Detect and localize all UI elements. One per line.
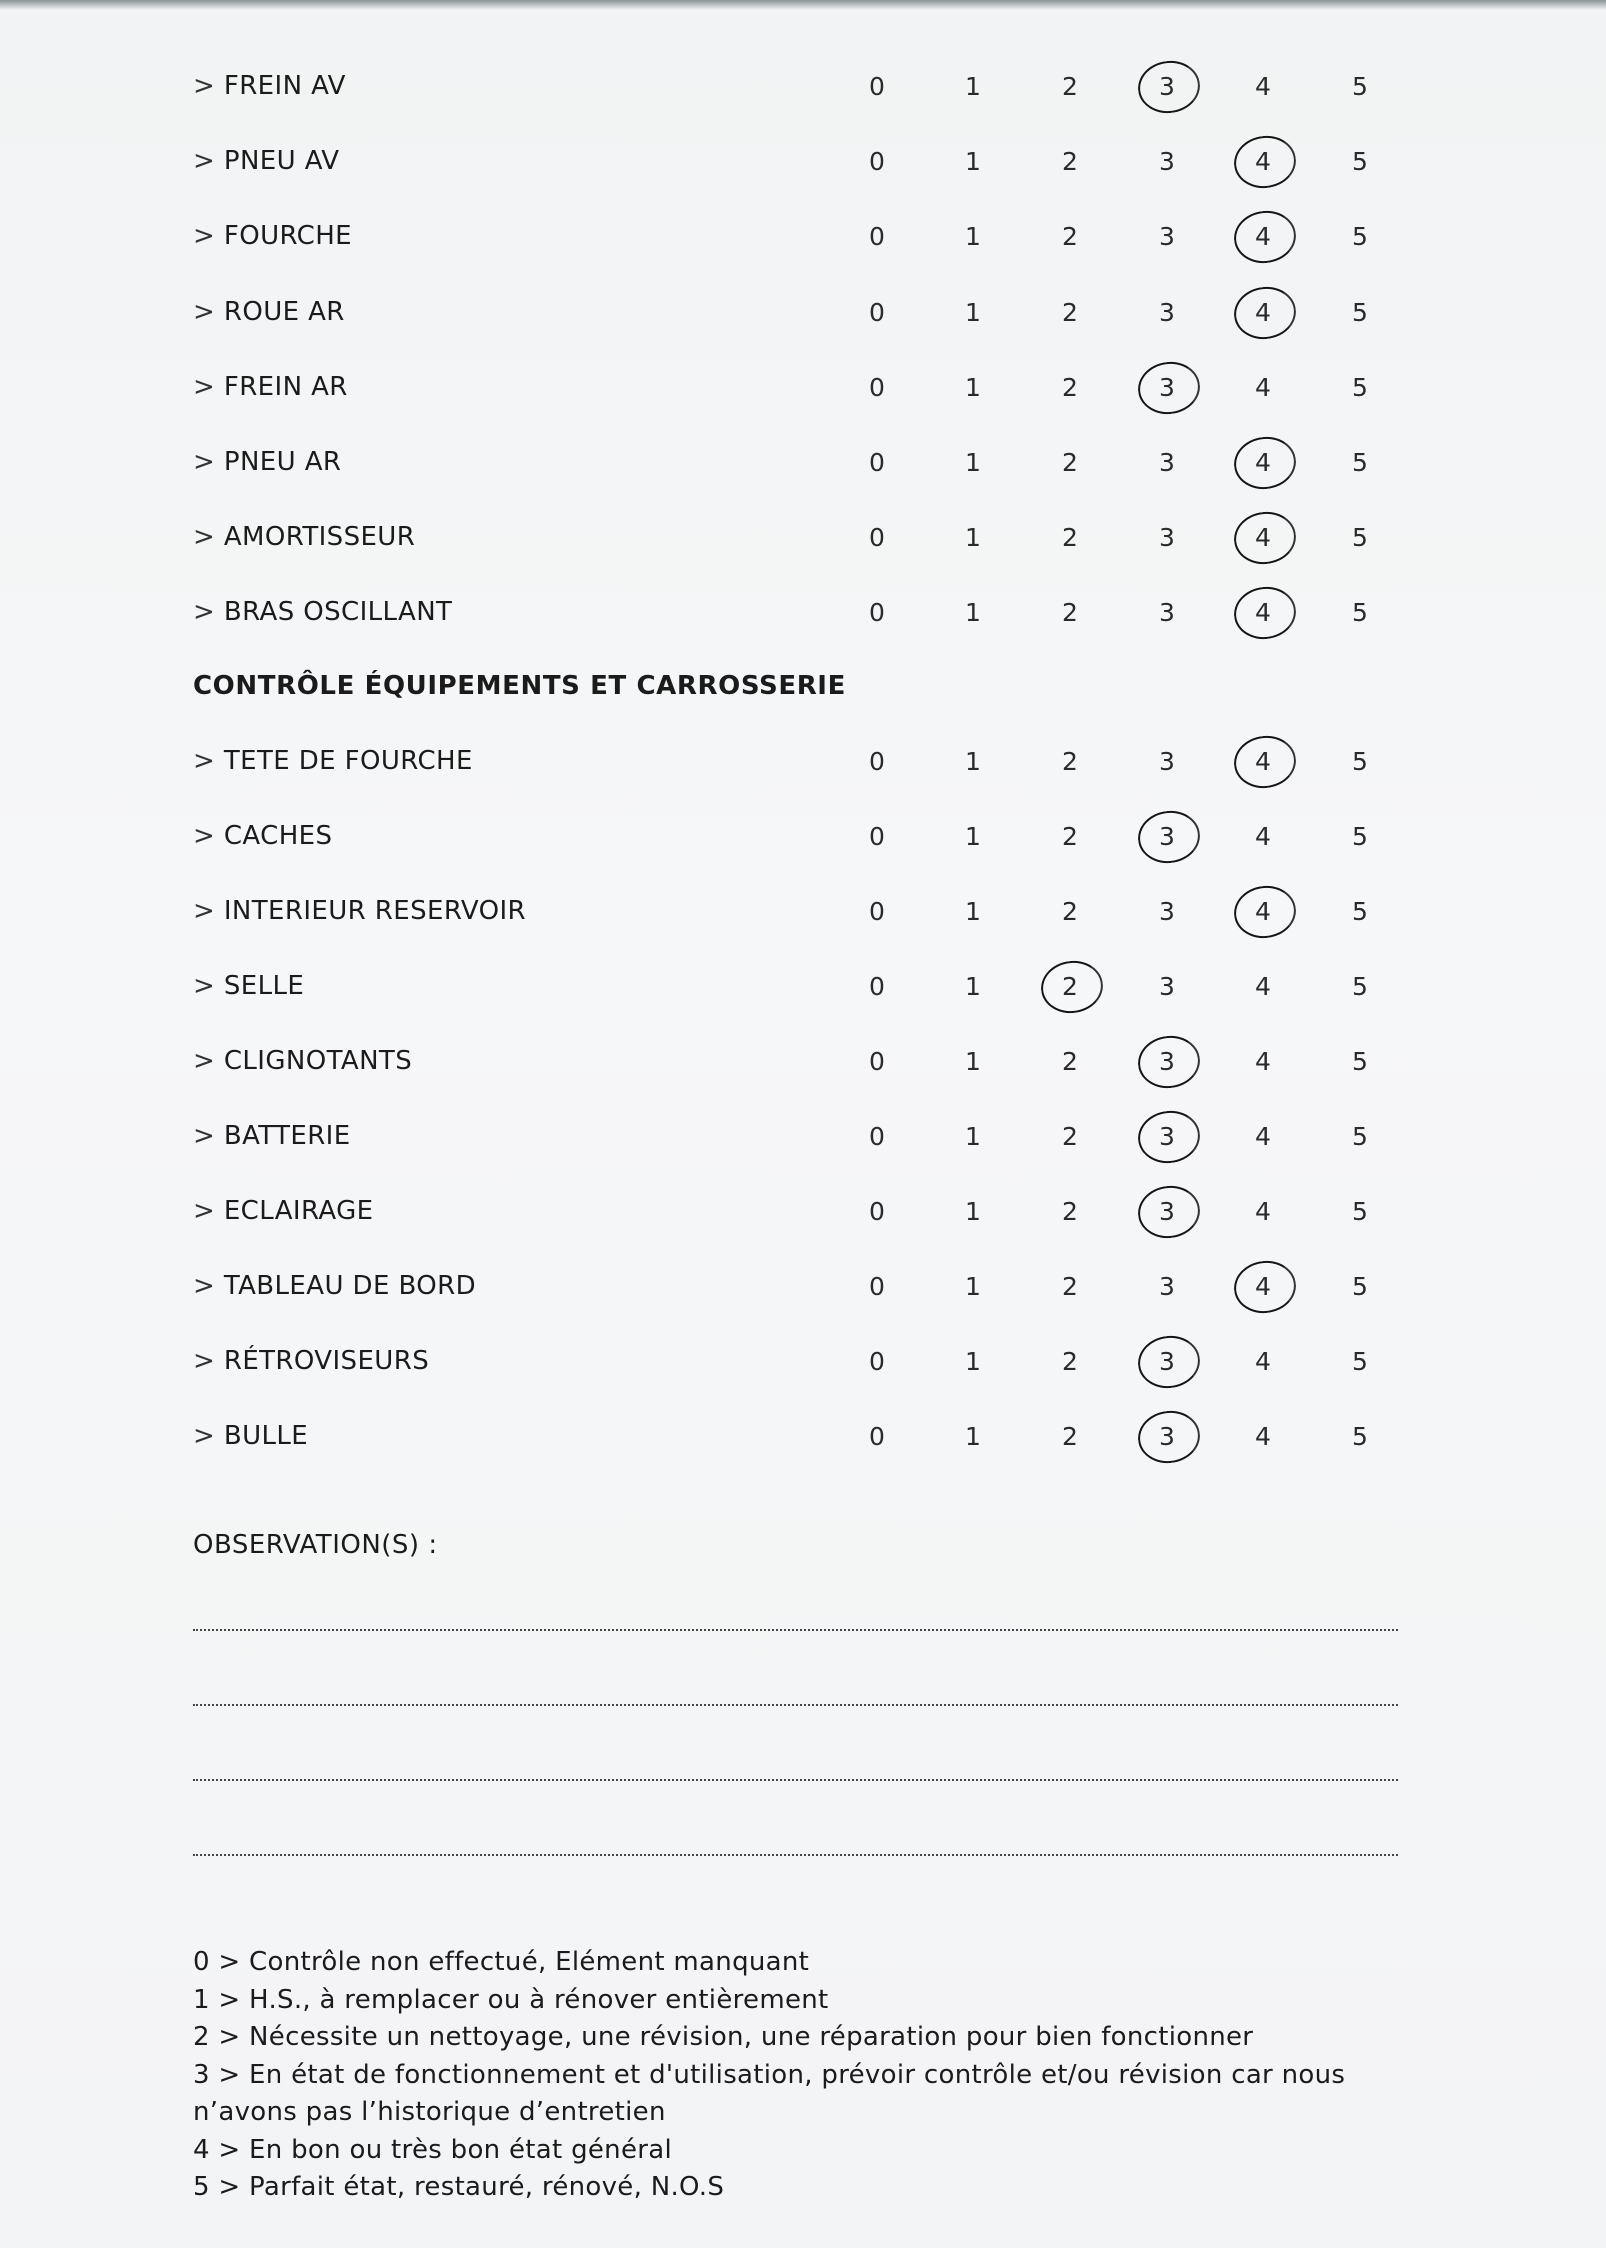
score-option[interactable]: 4 <box>1255 972 1271 1001</box>
score-option[interactable]: 2 <box>1062 598 1078 628</box>
score-option[interactable]: 4 <box>1255 1347 1271 1376</box>
item-name: ECLAIRAGE <box>223 1196 374 1226</box>
item-name: CACHES <box>223 821 333 851</box>
score-option[interactable]: 4 <box>1255 1422 1271 1451</box>
observations-title: OBSERVATION(S) : <box>193 1530 438 1560</box>
score-option-circled[interactable]: 3 <box>1137 1174 1197 1249</box>
legend-line: 3 > En état de fonctionnement et d'utilisation, prévoir contrôle et/ou révision car nous <box>193 2059 1346 2090</box>
inspection-row <box>0 724 1606 799</box>
score-option[interactable]: 5 <box>1352 297 1368 327</box>
inspection-row <box>0 350 1606 425</box>
row-prefix: > <box>193 371 216 402</box>
inspection-row <box>0 275 1606 350</box>
observation-line <box>193 1704 1398 1706</box>
row-prefix: > <box>193 746 216 776</box>
item-name: FREIN AV <box>223 71 346 101</box>
row-prefix: > <box>193 1196 216 1226</box>
observation-line <box>193 1779 1398 1781</box>
score-option[interactable]: 0 <box>869 897 885 926</box>
score-option[interactable]: 4 <box>1255 1122 1271 1151</box>
score-option[interactable]: 5 <box>1352 1197 1368 1226</box>
score-option-circled[interactable]: 4 <box>1233 874 1293 949</box>
inspection-row <box>0 199 1606 274</box>
score-option[interactable]: 5 <box>1352 1422 1368 1451</box>
inspection-row <box>0 949 1606 1024</box>
score-option[interactable]: 0 <box>869 747 885 776</box>
score-option[interactable]: 1 <box>965 297 981 327</box>
score-option[interactable]: 0 <box>869 297 885 327</box>
score-option[interactable]: 5 <box>1352 598 1368 628</box>
score-option[interactable]: 3 <box>1159 1272 1175 1301</box>
score-option[interactable]: 2 <box>1062 72 1078 101</box>
row-prefix: > <box>193 522 216 553</box>
score-option[interactable]: 1 <box>965 147 981 177</box>
score-option[interactable]: 5 <box>1352 1347 1368 1376</box>
inspection-item-label <box>193 724 473 799</box>
score-option[interactable]: 0 <box>869 1422 885 1451</box>
score-option[interactable]: 5 <box>1352 372 1368 402</box>
score-option[interactable]: 5 <box>1352 222 1368 252</box>
score-option[interactable]: 3 <box>1159 147 1175 177</box>
legend-line: 2 > Nécessite un nettoyage, une révision, une réparation pour bien fonctionner <box>193 2022 1254 2052</box>
inspection-row <box>0 500 1606 575</box>
inspection-item-label <box>193 425 341 500</box>
score-option[interactable]: 5 <box>1352 72 1368 101</box>
inspection-row <box>0 1099 1606 1174</box>
row-prefix: > <box>193 1046 216 1076</box>
score-option[interactable]: 2 <box>1062 1047 1078 1076</box>
score-option[interactable]: 4 <box>1255 1197 1271 1226</box>
score-option[interactable]: 0 <box>869 1122 885 1151</box>
score-option[interactable]: 1 <box>965 1347 981 1376</box>
row-prefix: > <box>193 1421 216 1451</box>
score-option[interactable]: 2 <box>1062 822 1078 851</box>
score-option[interactable]: 1 <box>965 72 981 101</box>
score-option[interactable]: 0 <box>869 1047 885 1076</box>
score-option-circled[interactable]: 3 <box>1137 799 1197 874</box>
inspection-item-label <box>193 500 415 575</box>
score-option[interactable]: 0 <box>869 1347 885 1376</box>
score-option[interactable]: 2 <box>1062 297 1078 327</box>
row-prefix: > <box>193 821 216 851</box>
legend-line: 5 > Parfait état, restauré, rénové, N.O.S <box>193 2172 725 2202</box>
score-option[interactable]: 1 <box>965 972 981 1001</box>
item-name: PNEU AV <box>223 146 340 177</box>
item-name: TABLEAU DE BORD <box>223 1271 476 1301</box>
item-name: CLIGNOTANTS <box>223 1046 413 1076</box>
score-option[interactable]: 4 <box>1255 1047 1271 1076</box>
observation-line <box>193 1629 1398 1631</box>
score-option[interactable]: 1 <box>965 523 981 553</box>
score-option[interactable]: 1 <box>965 897 981 926</box>
score-option[interactable]: 0 <box>869 822 885 851</box>
score-option-circled[interactable]: 4 <box>1233 199 1293 274</box>
inspection-row <box>0 1249 1606 1324</box>
score-option[interactable]: 0 <box>869 598 885 628</box>
row-prefix: > <box>193 896 216 926</box>
inspection-item-label <box>193 124 339 199</box>
score-option[interactable]: 3 <box>1159 972 1175 1001</box>
score-option[interactable]: 3 <box>1159 598 1175 628</box>
score-option[interactable]: 1 <box>965 1197 981 1226</box>
score-option[interactable]: 5 <box>1352 1272 1368 1301</box>
row-prefix: > <box>193 1346 216 1376</box>
row-prefix: > <box>193 1271 216 1301</box>
item-name: BRAS OSCILLANT <box>223 597 453 628</box>
score-option[interactable]: 1 <box>965 1122 981 1151</box>
inspection-item-label <box>193 49 346 124</box>
row-prefix: > <box>193 146 216 177</box>
score-option-circled[interactable]: 3 <box>1137 1099 1197 1174</box>
legend-line: 0 > Contrôle non effectué, Elément manquant <box>193 1947 810 1977</box>
score-option[interactable]: 2 <box>1062 523 1078 553</box>
item-name: INTERIEUR RESERVOIR <box>223 896 527 926</box>
score-option[interactable]: 5 <box>1352 1047 1368 1076</box>
score-option[interactable]: 5 <box>1352 822 1368 851</box>
score-option[interactable]: 2 <box>1062 1347 1078 1376</box>
item-name: FREIN AR <box>223 371 348 402</box>
score-option-circled[interactable]: 2 <box>1040 949 1100 1024</box>
score-option[interactable]: 0 <box>869 1272 885 1301</box>
score-option-circled[interactable]: 3 <box>1137 1324 1197 1399</box>
item-name: PNEU AR <box>223 447 342 477</box>
score-option[interactable]: 1 <box>965 1422 981 1451</box>
score-option[interactable]: 2 <box>1062 448 1078 477</box>
score-option[interactable]: 1 <box>965 222 981 252</box>
score-option[interactable]: 2 <box>1062 1197 1078 1226</box>
item-name: SELLE <box>223 971 305 1001</box>
legend-line: 1 > H.S., à remplacer ou à rénover entièrement <box>193 1984 829 2015</box>
score-option-circled[interactable]: 3 <box>1137 1024 1197 1099</box>
score-option[interactable]: 0 <box>869 523 885 553</box>
inspection-item-label <box>193 1174 374 1249</box>
score-option[interactable]: 0 <box>869 222 885 252</box>
item-name: FOURCHE <box>223 221 353 252</box>
legend-line: n’avons pas l’historique d’entretien <box>193 2097 666 2127</box>
row-prefix: > <box>193 447 216 477</box>
row-prefix: > <box>193 71 216 101</box>
inspection-item-label <box>193 1024 412 1099</box>
inspection-row <box>0 1324 1606 1399</box>
score-option[interactable]: 0 <box>869 72 885 101</box>
score-option[interactable]: 4 <box>1255 822 1271 851</box>
inspection-item-label <box>193 1324 429 1399</box>
inspection-row <box>0 1024 1606 1099</box>
score-option-circled[interactable]: 4 <box>1233 724 1293 799</box>
score-option[interactable]: 2 <box>1062 222 1078 252</box>
score-option[interactable]: 3 <box>1159 222 1175 252</box>
score-option[interactable]: 3 <box>1159 448 1175 477</box>
item-name: TETE DE FOURCHE <box>223 746 473 776</box>
legend-line: 4 > En bon ou très bon état général <box>193 2134 673 2165</box>
inspection-row <box>0 874 1606 949</box>
inspection-row <box>0 1174 1606 1249</box>
rating-legend <box>193 1944 1413 2207</box>
score-option[interactable]: 2 <box>1062 897 1078 926</box>
score-option[interactable]: 3 <box>1159 297 1175 327</box>
score-option[interactable]: 2 <box>1062 1122 1078 1151</box>
score-option-circled[interactable]: 3 <box>1137 1399 1197 1474</box>
inspection-row <box>0 425 1606 500</box>
score-option-circled[interactable]: 3 <box>1137 49 1197 124</box>
row-prefix: > <box>193 221 216 252</box>
inspection-item-label <box>193 350 348 425</box>
score-option-circled[interactable]: 4 <box>1233 425 1293 500</box>
score-option[interactable]: 1 <box>965 598 981 628</box>
score-option-circled[interactable]: 4 <box>1233 1249 1293 1324</box>
score-option[interactable]: 0 <box>869 1197 885 1226</box>
inspection-row <box>0 575 1606 650</box>
score-option-circled[interactable]: 3 <box>1137 350 1197 425</box>
score-option[interactable]: 2 <box>1062 372 1078 402</box>
inspection-row <box>0 799 1606 874</box>
page-top-shadow <box>0 0 1606 10</box>
score-option[interactable]: 2 <box>1062 1422 1078 1451</box>
item-name: RÉTROVISEURS <box>223 1346 430 1376</box>
inspection-item-label <box>193 799 332 874</box>
score-option[interactable]: 1 <box>965 1047 981 1076</box>
score-option[interactable]: 4 <box>1255 72 1271 101</box>
row-prefix: > <box>193 597 216 628</box>
score-option-circled[interactable]: 4 <box>1233 575 1293 650</box>
inspection-item-label <box>193 199 352 274</box>
inspection-row <box>0 124 1606 199</box>
inspection-row <box>0 49 1606 124</box>
score-option[interactable]: 1 <box>965 1272 981 1301</box>
item-name: BULLE <box>223 1421 309 1451</box>
score-option-circled[interactable]: 4 <box>1233 275 1293 350</box>
score-option[interactable]: 2 <box>1062 747 1078 776</box>
score-option[interactable]: 2 <box>1062 147 1078 177</box>
score-option[interactable]: 0 <box>869 147 885 177</box>
score-option[interactable]: 3 <box>1159 747 1175 776</box>
score-option[interactable]: 5 <box>1352 747 1368 776</box>
inspection-item-label <box>193 575 452 650</box>
inspection-item-label <box>193 1099 351 1174</box>
score-option[interactable]: 4 <box>1255 372 1271 402</box>
score-option[interactable]: 1 <box>965 448 981 477</box>
inspection-row <box>0 1399 1606 1474</box>
score-option[interactable]: 0 <box>869 448 885 477</box>
row-prefix: > <box>193 1121 216 1151</box>
item-name: ROUE AR <box>223 296 345 327</box>
score-option[interactable]: 2 <box>1062 1272 1078 1301</box>
score-option[interactable]: 5 <box>1352 1122 1368 1151</box>
item-name: BATTERIE <box>223 1121 351 1151</box>
score-option[interactable]: 1 <box>965 747 981 776</box>
score-option[interactable]: 0 <box>869 972 885 1001</box>
observation-line <box>193 1854 1398 1856</box>
score-option[interactable]: 1 <box>965 372 981 402</box>
inspection-item-label <box>193 275 345 350</box>
score-option[interactable]: 3 <box>1159 897 1175 926</box>
row-prefix: > <box>193 296 216 327</box>
inspection-item-label <box>193 1249 476 1324</box>
score-option[interactable]: 5 <box>1352 523 1368 553</box>
row-prefix: > <box>193 971 216 1001</box>
score-option[interactable]: 5 <box>1352 448 1368 477</box>
score-option[interactable]: 5 <box>1352 972 1368 1001</box>
section-title: CONTRÔLE ÉQUIPEMENTS ET CARROSSERIE <box>193 671 846 701</box>
item-name: AMORTISSEUR <box>223 522 416 553</box>
score-option[interactable]: 0 <box>869 372 885 402</box>
score-option[interactable]: 3 <box>1159 523 1175 553</box>
inspection-item-label <box>193 949 304 1024</box>
score-option[interactable]: 1 <box>965 822 981 851</box>
score-option[interactable]: 5 <box>1352 897 1368 926</box>
inspection-item-label <box>193 1399 308 1474</box>
inspection-item-label <box>193 874 526 949</box>
score-option-circled[interactable]: 4 <box>1233 500 1293 575</box>
score-option[interactable]: 5 <box>1352 147 1368 177</box>
score-option-circled[interactable]: 4 <box>1233 124 1293 199</box>
